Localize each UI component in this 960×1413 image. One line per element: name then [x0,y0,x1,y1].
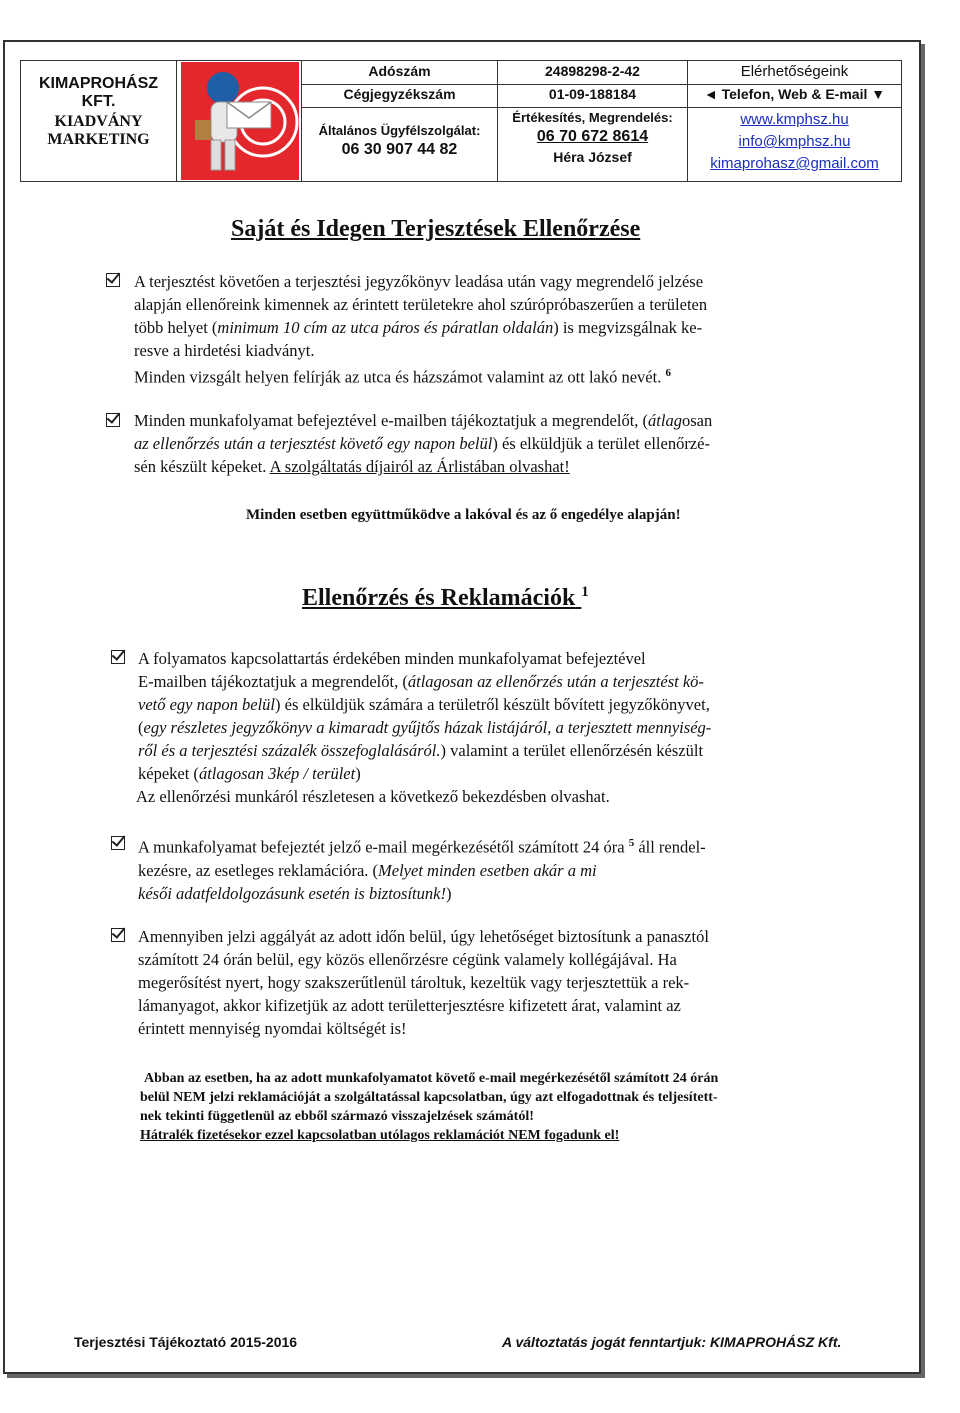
section2-title: Ellenőrzés és Reklamációk $^1$ [302,584,589,611]
registration-value: 01-09-188184 [548,86,637,102]
sales-phone[interactable]: 06 70 672 8614 [536,128,649,145]
sales-contact: Értékesítés, Megrendelés: 06 70 672 8614 Héra József [498,110,687,165]
tax-number-value: 24898298-2-42 [545,63,640,79]
contacts-title: Elérhetőségeink [740,63,849,80]
contact-links [688,109,901,175]
section1-paragraph1: A terjesztést követően a terjesztési jegyzőkönyv leadása után vagy megrendelő jelzése alapján ellenőreink kimennek az érintett területekre ahol szúrópróbaszerűen a területen több helyet (minimum 10 cím az utca páros és páratlan oldalán) is megvizsgálnak ke- resve a hirdetési kiadványt. Minden vizsgált helyen felírják az utca és házszámot valamint az ott lakó nevét. $^6$ [134,272,708,387]
company-name: KIMAPROHÁSZ KFT. KIADVÁNY MARKETING [38,75,159,148]
checkbox-icon [111,650,125,664]
section2-paragraph2: A munkafolyamat befejeztét jelző e-mail megérkezésétől számított 24 óra $^5$ áll rendel- kezésre, az esetleges reklamációra. (Melyet minden esetben akár a mi késői adatfeldolgozásunk esetén is biztosítunk!) [138,837,706,903]
footer-left: Terjesztési Tájékoztató 2015-2016 [74,1334,298,1350]
checkbox-icon [111,836,125,850]
registration-label: Cégjegyzékszám [343,86,456,102]
header-table [20,60,902,182]
tax-number-label: Adószám [368,63,431,79]
footer-right: A változtatás jogát fenntartjuk: KIMAPROHÁSZ Kft. [502,1334,842,1350]
section1-paragraph2: Minden munkafolyamat befejeztével e-mailben tájékoztatjuk a megrendelőt, (átlagosan az ellenőrzés után a terjesztést követő egy napon belül) és elküldjük a terület ellenőrzé- sén készült képeket. A szolgáltatás díjairól az Árlistában olvashat! [134,411,713,476]
company-logo [181,62,299,180]
checkbox-icon [106,273,120,287]
cooperation-notice: Minden esetben együttműködve a lakóval és az ő engedélye alapján! [246,507,681,523]
checkbox-icon [106,413,120,427]
customer-service: Általános Ügyfélszolgálat: 06 30 907 44 82 [318,123,481,158]
section1-title: Saját és Idegen Terjesztések Ellenőrzése [231,216,641,242]
reclamation-warning: Abban az esetben, ha az adott munkafolyamatot követő e-mail megérkezésétől számított 24 órán belül NEM jelzi reklamációját a szolgáltatással kapcsolatban, úgy azt elfogadottnak és teljesített- nek tekinti függetlenül az ebből származó visszajelzések számától! Hátralék fizetésekor ezzel kapcsolatban utólagos reklamációt NEM fogadunk el! [140,1071,719,1143]
checkbox-icon [111,928,125,942]
email-link-info[interactable]: info@kmphsz.hu [738,133,851,150]
website-link[interactable]: www.kmphsz.hu [740,111,849,128]
price-list-link[interactable]: A szolgáltatás díjairól az Árlistában olvashat! [269,457,570,476]
email-link-gmail[interactable]: kimaprohasz@gmail.com [710,155,879,172]
section2-paragraph1: A folyamatos kapcsolattartás érdekében minden munkafolyamat befejeztével E-mailben tájékoztatjuk a megrendelőt, (átlagosan az ellenőrzés után a terjesztést kö- vető egy napon belül) és elküldjük számára a területről készült bővített jegyzőkönyvet, (egy részletes jegyzőkönyv a kimaradt gyűjtős házak listájáról, a terjesztett mennyiség- ről és a terjesztési százalék összefoglalásáról.) valamint a terület ellenőrzésén készült képeket (átlagosan 3kép / terület) Az ellenőrzési munkáról részletesen a következő bekezdésben olvashat. [136,649,712,806]
contacts-subtitle: ◄ Telefon, Web & E-mail ▼ [703,86,886,102]
section2-paragraph3: Amennyiben jelzi aggályát az adott időn belül, úgy lehetőséget biztosítunk a panasztól számított 24 órán belül, egy közös ellenőrzésre cégünk valamely kollégájával. Ha megerősítést nyert, hogy szakszerűtlenül tároltuk, kezeltük vagy terjesztettük a rek- lámanyagot, akkor kifizetjük az adott területterjesztésre kifizetett árat, valamint az érintett mennyiség nyomdai költségét is! [138,927,709,1038]
